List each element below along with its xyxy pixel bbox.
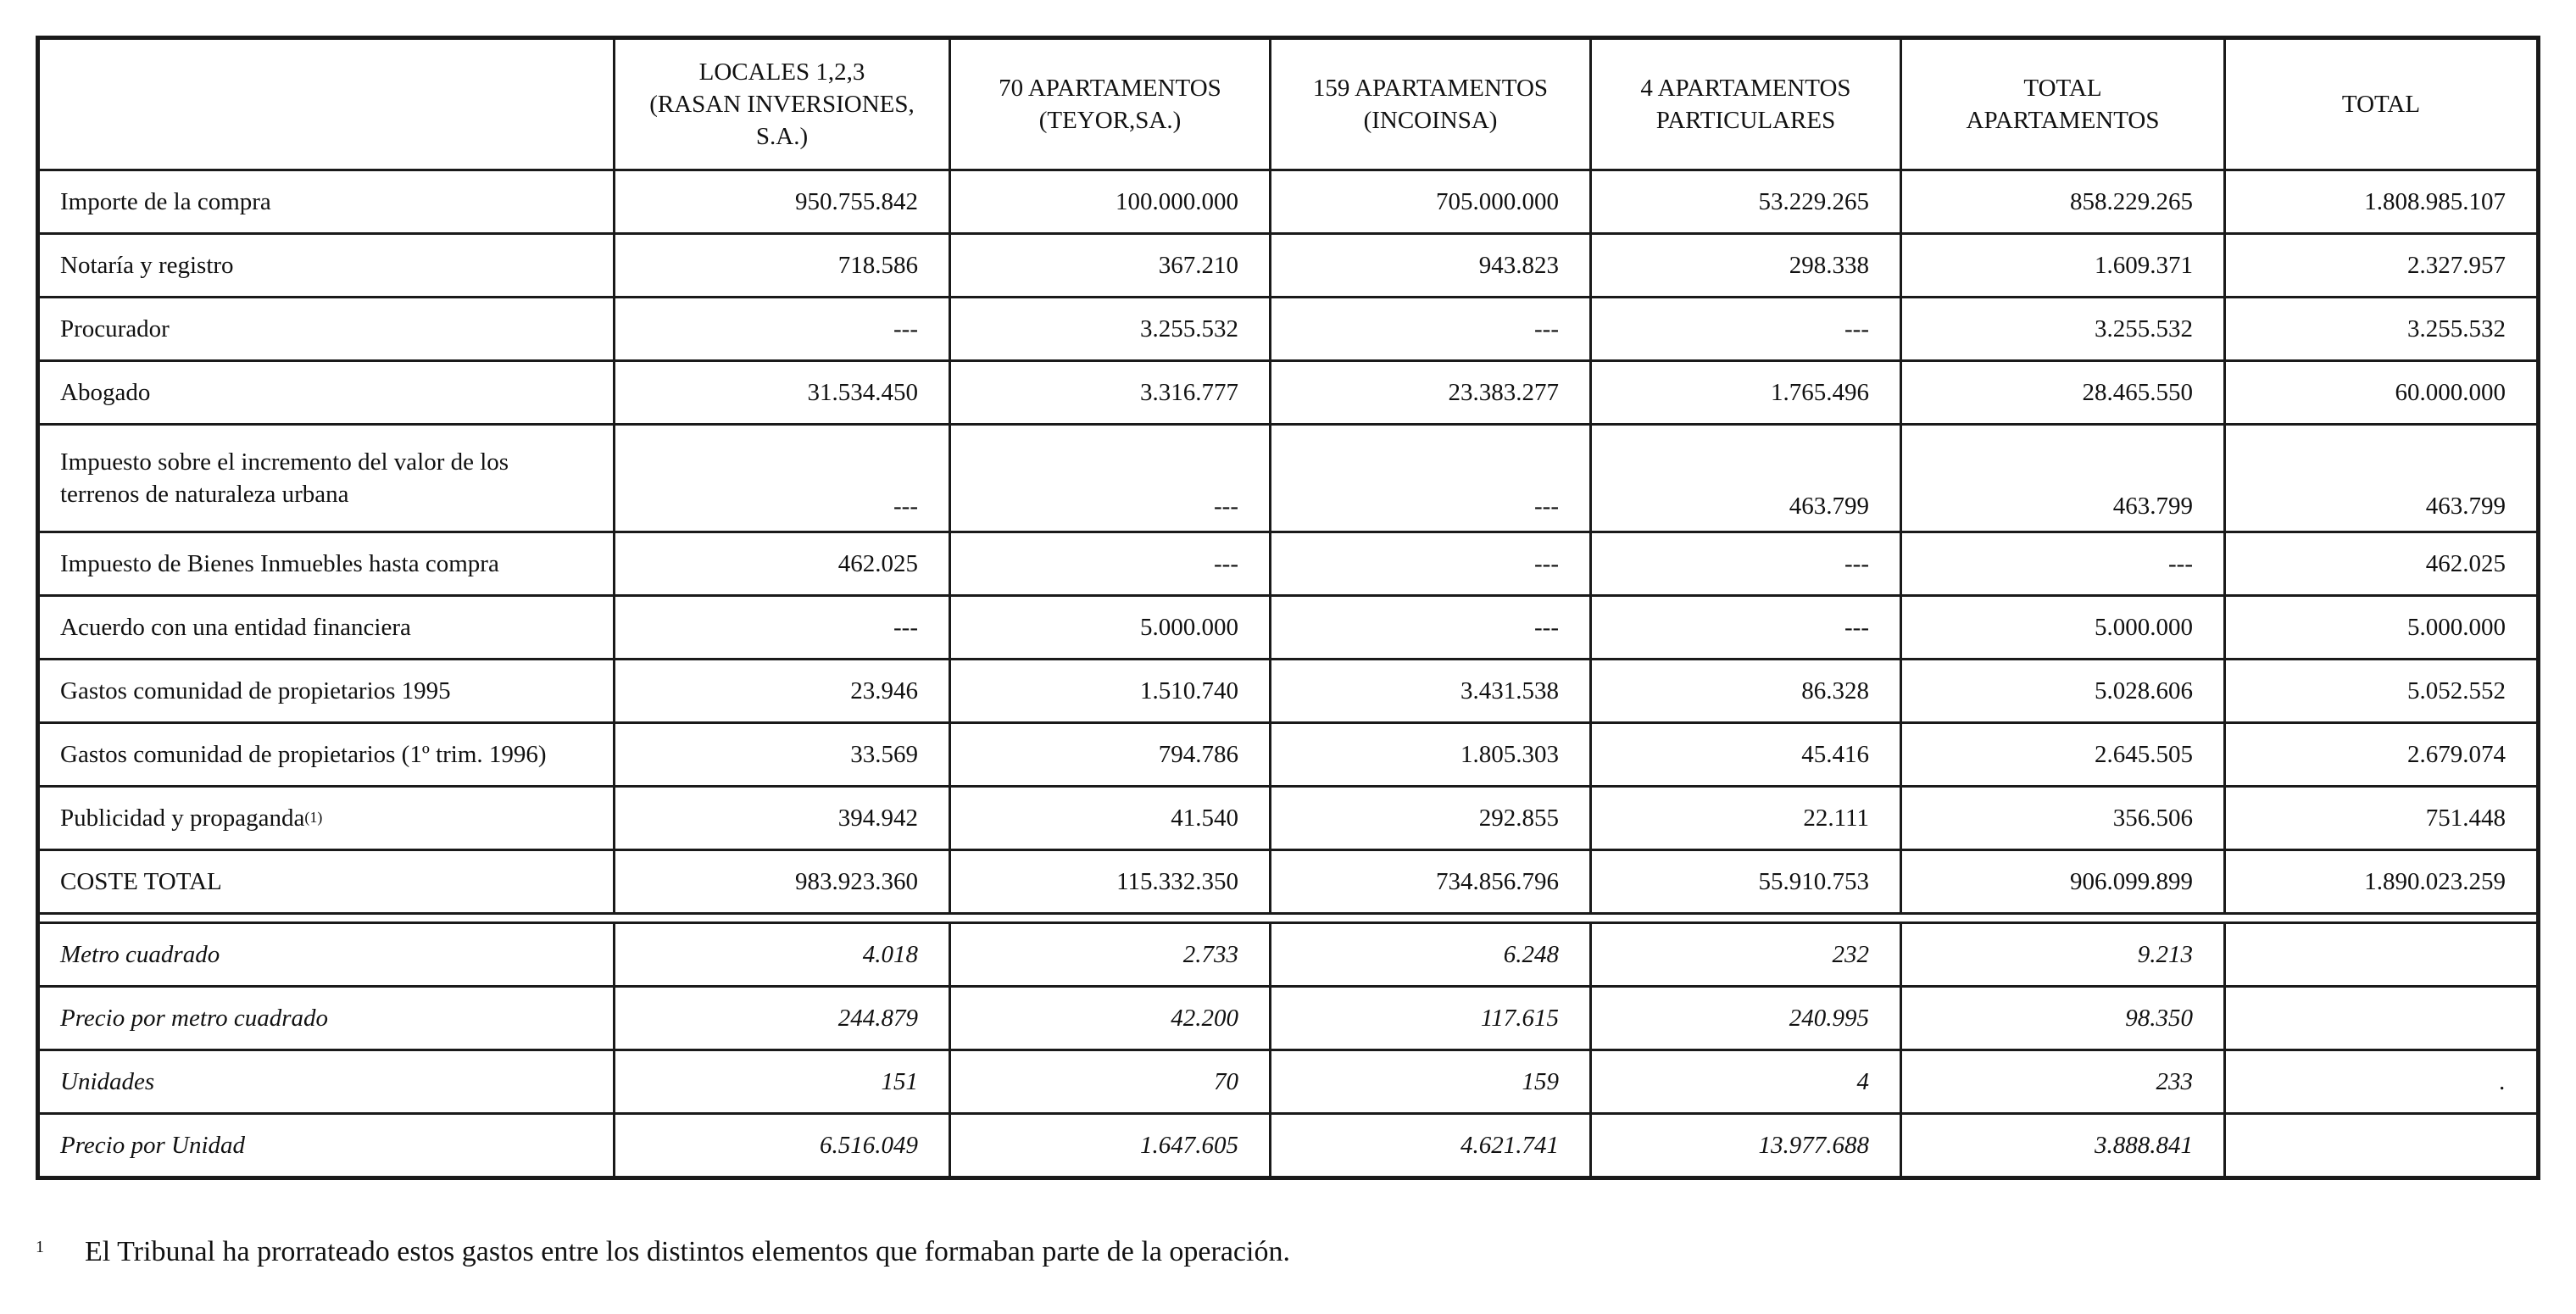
- row-label-text: COSTE TOTAL: [60, 867, 222, 895]
- value-cell: 983.923.360: [615, 850, 950, 914]
- value-cell: 394.942: [615, 787, 950, 850]
- value-cell: 151: [615, 1050, 950, 1114]
- value-cell: ---: [615, 298, 950, 361]
- value-cell: 298.338: [1591, 234, 1901, 298]
- stat-row: [38, 923, 2539, 987]
- table-row: [38, 425, 2539, 532]
- stat-row: [38, 1050, 2539, 1114]
- row-label-text: Impuesto sobre el incremento del valor de los terrenos de naturaleza urbana: [60, 448, 509, 508]
- value-cell: ---: [1591, 298, 1901, 361]
- value-cell: 22.111: [1591, 787, 1901, 850]
- row-label-text: Precio por metro cuadrado: [60, 1004, 328, 1032]
- value-cell: 4.018: [615, 923, 950, 987]
- value-cell: [2225, 987, 2539, 1050]
- value-cell: 950.755.842: [615, 170, 950, 234]
- value-cell: ---: [1591, 532, 1901, 596]
- row-label-text: Notaría y registro: [60, 251, 234, 279]
- value-cell: 6.248: [1271, 923, 1591, 987]
- value-cell: 100.000.000: [950, 170, 1271, 234]
- row-label: [38, 923, 615, 987]
- row-label: [38, 234, 615, 298]
- value-cell: 1.805.303: [1271, 723, 1591, 787]
- value-cell: 240.995: [1591, 987, 1901, 1050]
- total-row: [38, 850, 2539, 914]
- value-cell: 55.910.753: [1591, 850, 1901, 914]
- column-header: 70 APARTAMENTOS (TEYOR,SA.): [950, 38, 1271, 170]
- row-label-text: Gastos comunidad de propietarios (1º trim. 1996): [60, 740, 547, 768]
- value-cell: 2.679.074: [2225, 723, 2539, 787]
- value-cell: ---: [1271, 596, 1591, 660]
- value-cell: [2225, 1114, 2539, 1178]
- table-row: [38, 532, 2539, 596]
- value-cell: 356.506: [1901, 787, 2225, 850]
- value-cell: 463.799: [1591, 425, 1901, 532]
- column-header: LOCALES 1,2,3 (RASAN INVERSIONES, S.A.): [615, 38, 950, 170]
- value-cell: 705.000.000: [1271, 170, 1591, 234]
- row-label: [38, 532, 615, 596]
- row-label: [38, 361, 615, 425]
- value-cell: .: [2225, 1050, 2539, 1114]
- row-label: [38, 170, 615, 234]
- value-cell: 794.786: [950, 723, 1271, 787]
- table-row: [38, 787, 2539, 850]
- row-label-text: Importe de la compra: [60, 187, 271, 215]
- value-cell: 3.255.532: [2225, 298, 2539, 361]
- value-cell: 53.229.265: [1591, 170, 1901, 234]
- header-row: [38, 38, 2539, 170]
- stat-row: [38, 987, 2539, 1050]
- value-cell: 1.510.740: [950, 660, 1271, 723]
- value-cell: 3.888.841: [1901, 1114, 2225, 1178]
- value-cell: 2.327.957: [2225, 234, 2539, 298]
- value-cell: 233: [1901, 1050, 2225, 1114]
- value-cell: 98.350: [1901, 987, 2225, 1050]
- row-label-text: Procurador: [60, 315, 170, 342]
- row-label: [38, 1114, 615, 1178]
- value-cell: 45.416: [1591, 723, 1901, 787]
- value-cell: 1.890.023.259: [2225, 850, 2539, 914]
- value-cell: 5.000.000: [950, 596, 1271, 660]
- row-label: [38, 298, 615, 361]
- row-label: [38, 425, 615, 532]
- value-cell: 4: [1591, 1050, 1901, 1114]
- value-cell: 462.025: [615, 532, 950, 596]
- value-cell: 3.255.532: [950, 298, 1271, 361]
- footnote-reference: (1): [304, 808, 323, 826]
- value-cell: 4.621.741: [1271, 1114, 1591, 1178]
- value-cell: 943.823: [1271, 234, 1591, 298]
- value-cell: 858.229.265: [1901, 170, 2225, 234]
- value-cell: 9.213: [1901, 923, 2225, 987]
- value-cell: ---: [615, 425, 950, 532]
- table-row: [38, 170, 2539, 234]
- value-cell: 115.332.350: [950, 850, 1271, 914]
- value-cell: 1.808.985.107: [2225, 170, 2539, 234]
- row-label-text: Unidades: [60, 1067, 155, 1095]
- table-body: [38, 170, 2539, 1178]
- row-label-text: Precio por Unidad: [60, 1131, 246, 1159]
- value-cell: 1.765.496: [1591, 361, 1901, 425]
- value-cell: 734.856.796: [1271, 850, 1591, 914]
- stat-row: [38, 1114, 2539, 1178]
- value-cell: 117.615: [1271, 987, 1591, 1050]
- value-cell: 3.316.777: [950, 361, 1271, 425]
- value-cell: 718.586: [615, 234, 950, 298]
- row-label-text: Acuerdo con una entidad financiera: [60, 613, 411, 641]
- value-cell: [2225, 923, 2539, 987]
- row-label-text: Gastos comunidad de propietarios 1995: [60, 676, 451, 704]
- value-cell: 367.210: [950, 234, 1271, 298]
- value-cell: 5.000.000: [1901, 596, 2225, 660]
- value-cell: ---: [1271, 298, 1591, 361]
- value-cell: ---: [1901, 532, 2225, 596]
- value-cell: 5.000.000: [2225, 596, 2539, 660]
- table-row: [38, 596, 2539, 660]
- column-header: TOTAL: [2225, 38, 2539, 170]
- value-cell: 23.383.277: [1271, 361, 1591, 425]
- table-row: [38, 234, 2539, 298]
- row-label: [38, 987, 615, 1050]
- row-label: [38, 660, 615, 723]
- value-cell: 60.000.000: [2225, 361, 2539, 425]
- value-cell: 2.645.505: [1901, 723, 2225, 787]
- value-cell: 13.977.688: [1591, 1114, 1901, 1178]
- value-cell: 1.609.371: [1901, 234, 2225, 298]
- row-label-text: Publicidad y propaganda: [60, 804, 305, 832]
- value-cell: ---: [950, 532, 1271, 596]
- value-cell: 463.799: [2225, 425, 2539, 532]
- value-cell: 3.431.538: [1271, 660, 1591, 723]
- cost-table: [36, 36, 2540, 1180]
- value-cell: 906.099.899: [1901, 850, 2225, 914]
- value-cell: 159: [1271, 1050, 1591, 1114]
- table-row: [38, 298, 2539, 361]
- value-cell: ---: [1591, 596, 1901, 660]
- row-label: [38, 787, 615, 850]
- value-cell: ---: [1271, 532, 1591, 596]
- value-cell: ---: [1271, 425, 1591, 532]
- footnote-text: El Tribunal ha prorrateado estos gastos entre los distintos elementos que formaban parte de la operación.: [85, 1236, 1290, 1267]
- value-cell: 28.465.550: [1901, 361, 2225, 425]
- value-cell: 1.647.605: [950, 1114, 1271, 1178]
- value-cell: 41.540: [950, 787, 1271, 850]
- row-label: [38, 596, 615, 660]
- value-cell: 751.448: [2225, 787, 2539, 850]
- value-cell: 244.879: [615, 987, 950, 1050]
- column-header: 4 APARTAMENTOS PARTICULARES: [1591, 38, 1901, 170]
- value-cell: ---: [615, 596, 950, 660]
- column-header: TOTAL APARTAMENTOS: [1901, 38, 2225, 170]
- value-cell: 3.255.532: [1901, 298, 2225, 361]
- footnote-marker: 1: [36, 1238, 44, 1256]
- table-row: [38, 660, 2539, 723]
- header-corner: [38, 38, 615, 170]
- row-label-text: Abogado: [60, 378, 151, 406]
- value-cell: 86.328: [1591, 660, 1901, 723]
- value-cell: 42.200: [950, 987, 1271, 1050]
- value-cell: 232: [1591, 923, 1901, 987]
- column-header: 159 APARTAMENTOS (INCOINSA): [1271, 38, 1591, 170]
- row-label-text: Impuesto de Bienes Inmuebles hasta compra: [60, 549, 499, 577]
- value-cell: 462.025: [2225, 532, 2539, 596]
- section-divider: [38, 914, 2539, 923]
- value-cell: 33.569: [615, 723, 950, 787]
- table-row: [38, 723, 2539, 787]
- value-cell: 292.855: [1271, 787, 1591, 850]
- value-cell: 70: [950, 1050, 1271, 1114]
- value-cell: 23.946: [615, 660, 950, 723]
- value-cell: 5.028.606: [1901, 660, 2225, 723]
- value-cell: 2.733: [950, 923, 1271, 987]
- footnote: [36, 1236, 1290, 1268]
- value-cell: ---: [950, 425, 1271, 532]
- value-cell: 31.534.450: [615, 361, 950, 425]
- row-label-text: Metro cuadrado: [60, 940, 220, 968]
- value-cell: 6.516.049: [615, 1114, 950, 1178]
- row-label: [38, 850, 615, 914]
- divider-cell: [38, 914, 2539, 923]
- value-cell: 5.052.552: [2225, 660, 2539, 723]
- value-cell: 463.799: [1901, 425, 2225, 532]
- table-row: [38, 361, 2539, 425]
- row-label: [38, 723, 615, 787]
- row-label: [38, 1050, 615, 1114]
